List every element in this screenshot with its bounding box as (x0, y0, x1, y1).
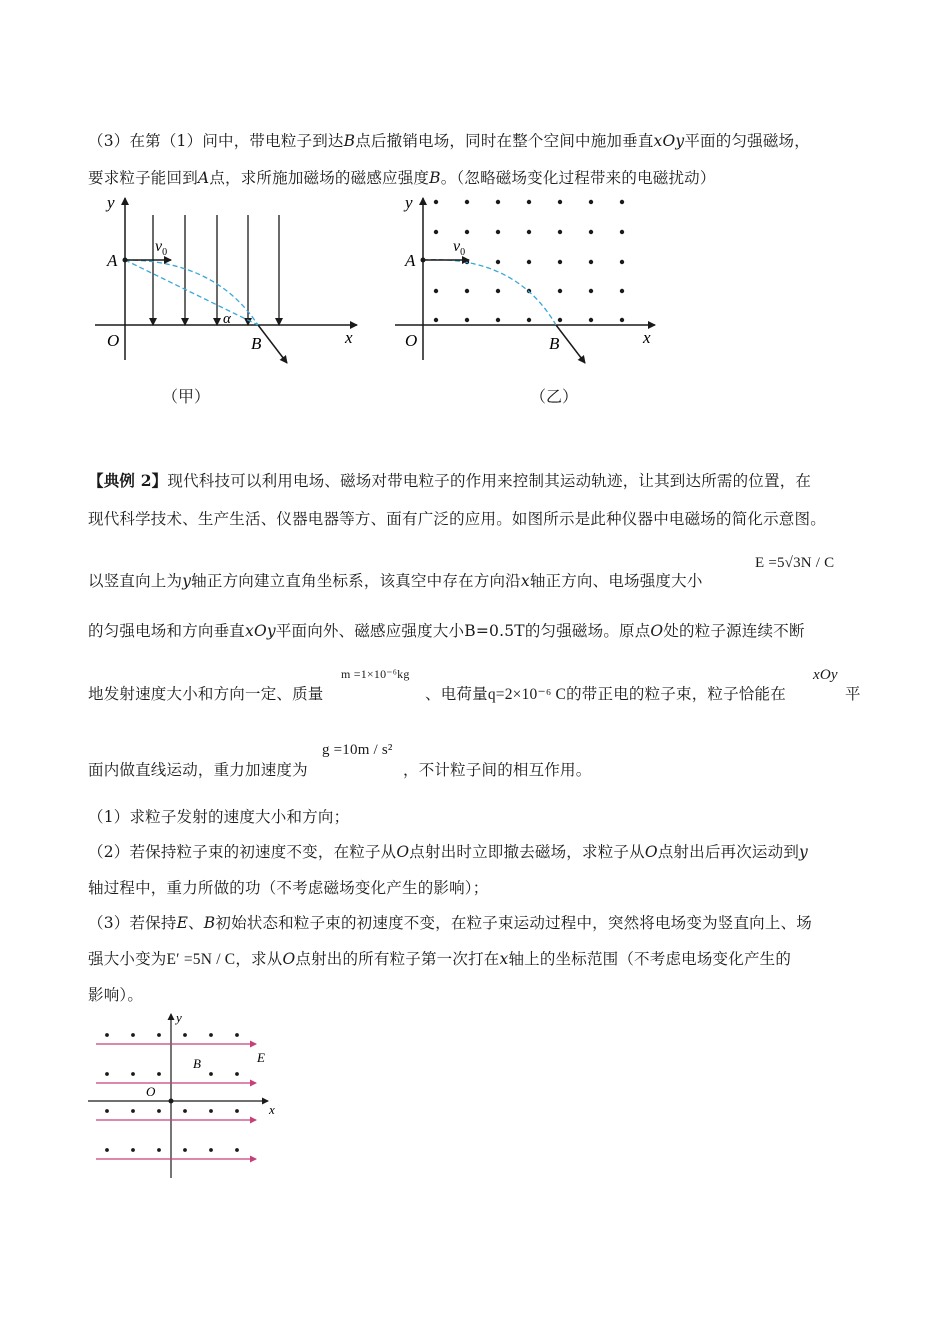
field-dot (558, 200, 562, 204)
label-b: B (193, 1056, 201, 1071)
ex2-text: 以竖直向上为 (88, 572, 183, 590)
ex2-line5 (88, 682, 324, 704)
field-dot (589, 289, 593, 293)
ex2-text: 、电荷量 (425, 685, 488, 703)
ex2-line5d: 平 (845, 685, 861, 703)
var-b: B (343, 132, 356, 150)
field-dot (209, 1072, 213, 1076)
ex2-line5b (425, 682, 786, 704)
field-dot (558, 260, 562, 264)
ex2-line4 (88, 619, 805, 641)
magnetic-field-dots (434, 200, 624, 322)
field-dot (620, 318, 624, 322)
ex2-text: 的匀强电场和方向垂直 (88, 622, 246, 640)
var-o: O (650, 622, 664, 640)
field-dot (131, 1033, 135, 1037)
part3-line2 (88, 947, 791, 969)
field-dot (496, 200, 500, 204)
label-e: E (257, 1050, 265, 1065)
ex2-line3 (88, 569, 703, 591)
field-dot (183, 1148, 187, 1152)
var-b: B (203, 914, 216, 932)
field-dot (209, 1148, 213, 1152)
field-dot (434, 289, 438, 293)
ex2-line1 (88, 469, 811, 491)
part2-line1 (88, 840, 808, 862)
ex2-text: 处的粒子源连续不断 (663, 622, 805, 640)
field-dot (434, 318, 438, 322)
ex2-text: 点射出的所有粒子第一次打在 (295, 950, 500, 968)
field-dot (235, 1072, 239, 1076)
label-o: O (146, 1084, 156, 1099)
ex2-text: 面内做直线运动，重力加速度为 (88, 761, 308, 779)
ex2-text: （3）若保持 (88, 914, 177, 932)
field-dot (589, 260, 593, 264)
trajectory-arc (423, 260, 556, 325)
q3-text: 平面的匀强磁场， (684, 132, 810, 150)
formula-m: m =1×10⁻⁶kg (341, 667, 410, 681)
part2-line2: 轴过程中，重力所做的功（不考虑磁场变化产生的影响）； (88, 879, 489, 897)
var-b: B (429, 169, 441, 187)
point-a (421, 258, 426, 263)
label-v0: $v_0$ (155, 238, 168, 258)
field-dot (620, 230, 624, 234)
ex2-text: 点射出后再次运动到 (657, 843, 800, 861)
ex2-text: 轴正方向、电场强度大小 (529, 572, 703, 590)
formula-e: E =5√3N / C (755, 555, 835, 571)
field-dot (157, 1109, 161, 1113)
ex2-text: 平面向外、磁感应强度大小 (275, 622, 465, 640)
exit-velocity-arrow (556, 325, 585, 363)
electric-field-lines (153, 215, 279, 325)
q3-line1 (88, 129, 810, 151)
field-dot (434, 200, 438, 204)
field-dot (496, 318, 500, 322)
label-x: x (345, 328, 353, 347)
label-alpha: α (223, 311, 231, 327)
label-o: O (405, 331, 418, 350)
var-o: O (644, 843, 658, 861)
label-b: B (549, 334, 560, 353)
ex2-text: （2）若保持粒子束的初速度不变，在粒子从 (88, 843, 397, 861)
ex2-text: 的带正电的粒子束，粒子恰能在 (566, 685, 786, 703)
ex2-text: 强大小变为 (88, 950, 167, 968)
q3-label: （3）在第（1）问中，带电粒子到达 (88, 132, 344, 150)
figure-jia (95, 190, 375, 370)
origin-point (169, 1099, 174, 1104)
field-dot (465, 200, 469, 204)
field-dot (209, 1033, 213, 1037)
field-dot (620, 260, 624, 264)
example-tag: 【典例 2】 (88, 471, 168, 490)
formula-e-prime: E′ =5N / C (166, 951, 236, 968)
ex2-text: ，求从 (235, 950, 283, 968)
field-dot (527, 200, 531, 204)
ex2-text: 、 (188, 914, 204, 932)
field-dot (589, 200, 593, 204)
part3-line3: 影响）。 (88, 986, 144, 1004)
label-v0: $v_0$ (453, 238, 466, 258)
var-xoy: xOy (245, 622, 276, 640)
field-dot (131, 1072, 135, 1076)
label-x: x (269, 1102, 275, 1117)
var-e: E (176, 914, 189, 932)
label-a: A (405, 251, 416, 270)
field-dot (558, 230, 562, 234)
label-o: O (107, 331, 120, 350)
figure-yi (395, 190, 665, 370)
magnetic-field-dots (105, 1033, 239, 1152)
label-y: y (107, 193, 115, 212)
q3-text: 要求粒子能回到 (88, 169, 198, 187)
field-dot (157, 1148, 161, 1152)
field-dot (496, 230, 500, 234)
field-dot (434, 230, 438, 234)
exit-velocity-arrow (258, 325, 287, 363)
field-dot (157, 1033, 161, 1037)
formula-g: g =10m / s² (322, 742, 393, 758)
label-b: B (251, 334, 262, 353)
var-o: O (282, 950, 296, 968)
formula-q: q=2×10⁻⁶ C (487, 686, 567, 703)
field-dot (105, 1033, 109, 1037)
var-y: y (799, 843, 809, 861)
field-dot (465, 230, 469, 234)
ex2-text: 现代科技可以利用电场、磁场对带电粒子的作用来控制其运动轨迹，让其到达所需的位置，在 (167, 472, 812, 490)
field-dot (209, 1109, 213, 1113)
field-dot (131, 1148, 135, 1152)
figure-fields (88, 1010, 288, 1182)
field-dot (496, 260, 500, 264)
field-dot (465, 318, 469, 322)
field-dot (620, 289, 624, 293)
field-dot (235, 1109, 239, 1113)
q3-text: 。（忽略磁场变化过程带来的电磁扰动） (440, 169, 716, 187)
field-dot (558, 318, 562, 322)
label-a: A (107, 251, 118, 270)
var-o: O (396, 843, 410, 861)
field-dot (105, 1148, 109, 1152)
var-x: x (499, 950, 509, 968)
var-y: y (182, 572, 192, 590)
field-dot (131, 1109, 135, 1113)
field-dot (235, 1033, 239, 1037)
field-dot (105, 1109, 109, 1113)
label-y: y (176, 1010, 182, 1025)
ex2-text: 轴上的坐标范围（不考虑电场变化产生的 (508, 950, 792, 968)
q3-line2 (88, 166, 716, 188)
caption-yi: （乙） (530, 387, 579, 406)
field-dot (496, 289, 500, 293)
ex2-line2 (88, 507, 826, 529)
q3-text: 点，求所施加磁场的磁感应强度 (209, 169, 430, 187)
field-dot (105, 1072, 109, 1076)
var-x: x (520, 572, 530, 590)
part3-line1 (88, 911, 812, 933)
ex2-text: 点射出时立即撤去磁场，求粒子从 (409, 843, 645, 861)
ex2-text: 的匀强磁场。原点 (524, 622, 651, 640)
ex2-text: 现代科学技术、生产生活、仪器电器等方、面有广泛的应用。如图所示是此种仪器中电磁场的简化示意图。 (88, 510, 826, 528)
ex2-line6b: ，不计粒子间的相互作用。 (403, 761, 592, 779)
var-xoy: xOy (653, 132, 685, 150)
field-dot (620, 200, 624, 204)
field-dot (589, 318, 593, 322)
ex2-line6 (88, 758, 308, 780)
label-x: x (643, 328, 651, 347)
field-dot (465, 289, 469, 293)
part1: （1）求粒子发射的速度大小和方向； (88, 808, 350, 826)
var-xoy-2: xOy (813, 667, 838, 683)
field-dot (183, 1033, 187, 1037)
q3-text: 点后撤销电场，同时在整个空间中施加垂直 (355, 132, 654, 150)
ex2-text: 初始状态和粒子束的初速度不变，在粒子束运动过程中，突然将电场变为竖直向上、场 (215, 914, 812, 932)
ex2-text: 地发射速度大小和方向一定、质量 (88, 685, 324, 703)
field-dot (527, 260, 531, 264)
field-dot (157, 1072, 161, 1076)
var-a: A (197, 169, 210, 187)
point-a (123, 258, 128, 263)
field-dot (183, 1109, 187, 1113)
field-dot (527, 230, 531, 234)
field-dot (235, 1148, 239, 1152)
ex2-text: 轴正方向建立直角坐标系，该真空中存在方向沿 (191, 572, 521, 590)
field-dot (558, 289, 562, 293)
value-b: B=0.5T (464, 622, 525, 640)
field-dot (527, 318, 531, 322)
label-y: y (405, 193, 413, 212)
chord-line (125, 260, 258, 325)
field-dot (589, 230, 593, 234)
caption-jia: （甲） (162, 387, 211, 406)
